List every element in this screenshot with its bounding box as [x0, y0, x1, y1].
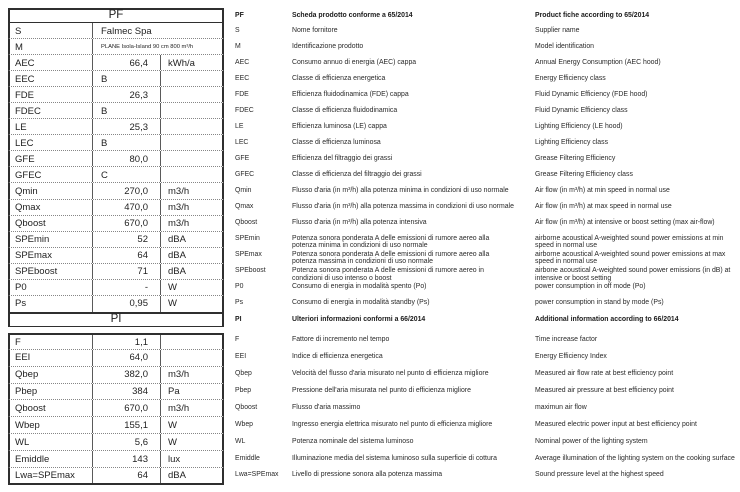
- legend-desc-it: Classe di efficienza fluidodinamica: [292, 106, 398, 114]
- fiche-row: [8, 23, 736, 39]
- fiche-row: [8, 103, 736, 119]
- legend-code-it: Ps: [235, 299, 244, 307]
- table-cell-value: 26,3: [92, 87, 160, 102]
- fiche-row: [8, 200, 736, 216]
- table-cell-unit: [160, 151, 222, 166]
- legend-desc-en: Energy Efficiency class: [535, 74, 606, 82]
- table-cell-code: Qmax: [15, 202, 41, 214]
- table-cell-code: SPEboost: [15, 266, 58, 278]
- legend-desc-it: Consumo di energia in modalità standby (Ps): [292, 299, 430, 307]
- table-row: [8, 350, 224, 367]
- table-cell-value: 66,4: [92, 55, 160, 70]
- legend-desc-en: airborne acoustical A-weighted sound power emissions at min speed in normal use: [535, 235, 724, 250]
- legend-code-it: P0: [235, 283, 244, 291]
- table-cell-unit: dBA: [160, 468, 222, 483]
- legend-code-it: FDE: [235, 90, 249, 98]
- table-cell-value: 384: [92, 384, 160, 400]
- legend-desc-en: Lighting Efficiency class: [535, 138, 609, 146]
- legend-desc-en: power consumption in off mode (Po): [535, 283, 646, 291]
- fiche-row: [8, 39, 736, 55]
- table-row: [8, 151, 224, 167]
- legend-code-it: SPEmax: [235, 251, 262, 259]
- table-row: [8, 119, 224, 135]
- fiche-layout: [8, 8, 736, 485]
- table-row: [8, 200, 224, 216]
- table-cell-value: PLANE Isola-Island 90 cm 800 m³/h: [92, 39, 222, 54]
- legend-desc-it: Efficienza luminosa (LE) cappa: [292, 122, 387, 130]
- fiche-row: [8, 417, 736, 434]
- legend-code-it: WL: [235, 437, 246, 445]
- legend-desc-en: Measured air flow rate at best efficiency point: [535, 370, 674, 378]
- table-cell-value: 64,0: [92, 350, 160, 366]
- table-cell-unit: [160, 119, 222, 134]
- table-cell-unit: lux: [160, 451, 222, 467]
- legend-desc-it: Classe di efficienza del filtraggio dei grassi: [292, 170, 422, 178]
- legend-desc-en: Fluid Dynamic Efficiency (FDE hood): [535, 90, 648, 98]
- legend-desc-it: Livello di pressione sonora alla potenza massima: [292, 471, 443, 479]
- table-cell-unit: [160, 350, 222, 366]
- legend-title-en: Product fiche according to 65/2014: [535, 12, 650, 19]
- table-row: [8, 71, 224, 87]
- legend-desc-en: Annual Energy Consumption (AEC hood): [535, 58, 661, 66]
- fiche-row: [8, 167, 736, 183]
- table-cell-value: 0,95: [92, 296, 160, 312]
- table-cell-code: Emiddle: [15, 453, 50, 465]
- legend-desc-it: Efficienza fluidodinamica (FDE) cappa: [292, 90, 409, 98]
- legend-code-it: M: [235, 42, 241, 50]
- fiche-row: [8, 183, 736, 199]
- table-cell-code: Wbep: [15, 419, 40, 431]
- table-cell-code: Qboost: [15, 218, 46, 230]
- table-cell-value: 270,0: [92, 183, 160, 198]
- legend-desc-it: Potenza sonora ponderata A delle emissioni di rumore aereo in condizioni di uso intenso o boost: [292, 267, 484, 282]
- legend-desc-en: Sound pressure level at the highest speed: [535, 471, 664, 479]
- table-cell-code: SPEmin: [15, 234, 50, 246]
- legend-code-it: Qbep: [235, 370, 252, 378]
- legend-code-it: PF: [235, 12, 244, 19]
- table-row: [8, 55, 224, 71]
- fiche-row: [8, 232, 736, 248]
- legend-desc-en: Measured electric power input at best efficiency point: [535, 420, 697, 428]
- table-cell-code: FDEC: [15, 105, 41, 117]
- legend-desc-it: Potenza nominale del sistema luminoso: [292, 437, 414, 445]
- legend-code-it: Qboost: [235, 403, 258, 411]
- legend-desc-it: Flusso d'aria (in m³/h) alla potenza intensiva: [292, 219, 427, 227]
- legend-code-it: EEI: [235, 353, 247, 361]
- table-cell-code: SPEmax: [15, 250, 52, 262]
- legend-desc-en: power consumption in stand by mode (Ps): [535, 299, 664, 307]
- legend-code-it: Qmax: [235, 203, 254, 211]
- legend-desc-it: Indice di efficienza energetica: [292, 353, 383, 361]
- table-cell-code: EEC: [15, 73, 35, 85]
- fiche-row: [8, 333, 736, 350]
- table-cell-value: 143: [92, 451, 160, 467]
- legend-desc-en: maximun air flow: [535, 403, 587, 411]
- table-cell-code: Pbep: [15, 386, 38, 398]
- fiche-row: [8, 71, 736, 87]
- table-cell-unit: m3/h: [160, 183, 222, 198]
- fiche-row: [8, 264, 736, 280]
- table-row: [8, 451, 224, 468]
- legend-code-it: FDEC: [235, 106, 254, 114]
- table-row: [8, 468, 224, 485]
- table-row: [8, 135, 224, 151]
- legend-code-it: Wbep: [235, 420, 254, 428]
- table-row: [8, 87, 224, 103]
- table-row: [8, 400, 224, 417]
- legend-desc-it: Flusso d'aria massimo: [292, 403, 361, 411]
- table-row: [8, 434, 224, 451]
- table-cell-code: GFE: [15, 153, 35, 165]
- fiche-row: [8, 151, 736, 167]
- table-cell-code: WL: [15, 436, 30, 448]
- table-row: [8, 367, 224, 384]
- table-cell-unit: kWh/a: [160, 55, 222, 70]
- legend-desc-it: Velocità del flusso d'aria misurato nel punto di efficienza migliore: [292, 370, 489, 378]
- fiche-row: [8, 119, 736, 135]
- table-cell-code: Ps: [15, 298, 27, 310]
- table-row: [8, 248, 224, 264]
- table-cell-code: Qbep: [15, 369, 39, 381]
- fiche-row: [8, 350, 736, 367]
- legend-desc-it: Nome fornitore: [292, 26, 338, 34]
- table-cell-code: FDE: [15, 89, 34, 101]
- legend-desc-en: Fluid Dynamic Efficiency class: [535, 106, 628, 114]
- table-cell-code: S: [15, 25, 22, 37]
- table-cell-value: 52: [92, 232, 160, 247]
- legend-desc-en: Measured air pressure at best efficiency point: [535, 387, 674, 395]
- table-cell-value: 5,6: [92, 434, 160, 450]
- table-cell-value: 80,0: [92, 151, 160, 166]
- table-cell-code: P0: [15, 282, 27, 294]
- legend-desc-it: Identificazione prodotto: [292, 42, 364, 50]
- table-row: [8, 264, 224, 280]
- table-cell-value: C: [92, 167, 160, 182]
- legend-code-it: S: [235, 26, 240, 34]
- legend-code-it: SPEmin: [235, 235, 260, 243]
- legend-code-it: Emiddle: [235, 454, 260, 462]
- legend-desc-en: Grease Filtering Efficiency: [535, 154, 616, 162]
- table-cell-value: 670,0: [92, 400, 160, 416]
- legend-title-it: Ulteriori informazioni conformi a 66/2014: [292, 315, 426, 323]
- table-cell-value: Falmec Spa: [92, 23, 222, 38]
- legend-title-en: Additional information according to 66/2014: [535, 315, 679, 323]
- table-cell-unit: m3/h: [160, 367, 222, 383]
- fiche-row: [8, 400, 736, 417]
- table-section-header: PF: [8, 8, 224, 23]
- fiche-row: [8, 367, 736, 384]
- table-cell-unit: dBA: [160, 248, 222, 263]
- legend-code-it: Qmin: [235, 186, 252, 194]
- table-cell-code: Lwa=SPEmax: [15, 470, 75, 482]
- legend-code-it: AEC: [235, 58, 250, 66]
- legend-desc-it: Classe di efficienza energetica: [292, 74, 386, 82]
- fiche-row: [8, 248, 736, 264]
- legend-desc-it: Fattore di incremento nel tempo: [292, 336, 390, 344]
- table-cell-code: LEC: [15, 137, 34, 149]
- table-cell-unit: m3/h: [160, 200, 222, 215]
- table-cell-value: 71: [92, 264, 160, 279]
- legend-code-it: Qboost: [235, 219, 258, 227]
- table-cell-value: 670,0: [92, 216, 160, 231]
- table-cell-value: 64: [92, 468, 160, 483]
- table-row: [8, 384, 224, 401]
- legend-desc-it: Classe di efficienza luminosa: [292, 138, 381, 146]
- table-cell-unit: dBA: [160, 264, 222, 279]
- table-cell-value: 382,0: [92, 367, 160, 383]
- table-row: [8, 296, 224, 312]
- legend-desc-en: Nominal power of the lighting system: [535, 437, 648, 445]
- table-cell-unit: W: [160, 296, 222, 312]
- fiche-row: [8, 87, 736, 103]
- table-row: [8, 39, 224, 55]
- legend-desc-en: Model identification: [535, 42, 594, 50]
- fiche-row: [8, 55, 736, 71]
- table-row: [8, 216, 224, 232]
- legend-code-it: PI: [235, 315, 242, 323]
- table-row: [8, 23, 224, 39]
- table-cell-code: Qboost: [15, 402, 46, 414]
- legend-code-it: Lwa=SPEmax: [235, 471, 279, 479]
- table-cell-unit: [160, 87, 222, 102]
- table-row: [8, 232, 224, 248]
- table-cell-value: 25,3: [92, 119, 160, 134]
- table-row: [8, 333, 224, 350]
- fiche-row: [8, 468, 736, 485]
- legend-code-it: SPEboost: [235, 267, 266, 275]
- table-cell-value: B: [92, 71, 160, 86]
- fiche-row: [8, 216, 736, 232]
- table-cell-unit: dBA: [160, 232, 222, 247]
- legend-desc-it: Efficienza del filtraggio dei grassi: [292, 154, 393, 162]
- table-cell-unit: m3/h: [160, 216, 222, 231]
- legend-code-it: LE: [235, 122, 244, 130]
- table-row: [8, 103, 224, 119]
- table-section-header: PI: [8, 312, 224, 327]
- legend-desc-it: Potenza sonora ponderata A delle emissioni di rumore aereo alla potenza massima in condizioni di uso normale: [292, 251, 490, 266]
- legend-desc-en: Air flow (in m³/h) at intensive or boost setting (max air-flow): [535, 219, 715, 227]
- legend-desc-en: Time increase factor: [535, 336, 598, 344]
- table-row: [8, 183, 224, 199]
- legend-desc-en: Grease Filtering Efficiency class: [535, 170, 633, 178]
- table-cell-unit: Pa: [160, 384, 222, 400]
- legend-desc-it: Pressione dell'aria misurata nel punto di efficienza migliore: [292, 387, 471, 395]
- table-cell-value: 1,1: [92, 335, 160, 349]
- legend-code-it: GFE: [235, 154, 250, 162]
- table-cell-value: 470,0: [92, 200, 160, 215]
- legend-desc-en: Air flow (in m³/h) at min speed in normal use: [535, 186, 670, 194]
- table-cell-unit: [160, 167, 222, 182]
- legend-desc-it: Consumo annuo di energia (AEC) cappa: [292, 58, 417, 66]
- legend-desc-en: Average illumination of the lighting system on the cooking surface: [535, 454, 735, 462]
- section-header-row: [8, 312, 736, 327]
- table-cell-value: 155,1: [92, 417, 160, 433]
- table-cell-value: B: [92, 135, 160, 150]
- fiche-row: [8, 434, 736, 451]
- table-cell-code: F: [15, 337, 21, 349]
- table-cell-code: M: [15, 41, 23, 53]
- table-cell-code: LE: [15, 121, 27, 133]
- legend-desc-en: airbone acoustical A-weighted sound power emissions (in dB) at intensive or boost setting: [535, 267, 731, 282]
- table-cell-value: -: [92, 280, 160, 295]
- table-cell-code: GFEC: [15, 169, 42, 181]
- legend-code-it: LEC: [235, 138, 249, 146]
- section-header-row: [8, 8, 736, 23]
- table-cell-unit: W: [160, 417, 222, 433]
- fiche-row: [8, 451, 736, 468]
- table-row: [8, 167, 224, 183]
- legend-desc-it: Flusso d'aria (in m³/h) alla potenza massima in condizioni di uso normale: [292, 203, 514, 211]
- table-row: [8, 280, 224, 296]
- legend-desc-en: airborne acoustical A-weighted sound power emissions at max speed in normal use: [535, 251, 726, 266]
- fiche-row: [8, 280, 736, 296]
- legend-code-it: EEC: [235, 74, 250, 82]
- table-cell-code: Qmin: [15, 185, 38, 197]
- table-cell-unit: W: [160, 280, 222, 295]
- table-cell-unit: [160, 71, 222, 86]
- legend-code-it: F: [235, 336, 240, 344]
- fiche-row: [8, 384, 736, 401]
- table-cell-code: EEI: [15, 352, 31, 364]
- legend-title-it: Scheda prodotto conforme a 65/2014: [292, 12, 413, 19]
- table-cell-unit: [160, 103, 222, 118]
- legend-desc-en: Energy Efficiency Index: [535, 353, 607, 361]
- legend-desc-it: Potenza sonora ponderata A delle emissioni di rumore aereo alla potenza minima in condizioni di uso normale: [292, 235, 490, 250]
- table-cell-value: 64: [92, 248, 160, 263]
- table-cell-unit: W: [160, 434, 222, 450]
- fiche-row: [8, 296, 736, 312]
- legend-desc-en: Supplier name: [535, 26, 580, 34]
- legend-code-it: Pbep: [235, 387, 252, 395]
- table-cell-unit: m3/h: [160, 400, 222, 416]
- legend-desc-it: Flusso d'aria (in m³/h) alla potenza minima in condizioni di uso normale: [292, 186, 509, 194]
- table-cell-value: B: [92, 103, 160, 118]
- legend-desc-it: Illuminazione media del sistema luminoso sulla superficie di cottura: [292, 454, 497, 462]
- table-cell-unit: [160, 335, 222, 349]
- legend-desc-en: Air flow (in m³/h) at max speed in normal use: [535, 203, 672, 211]
- legend-code-it: GFEC: [235, 170, 255, 178]
- fiche-row: [8, 135, 736, 151]
- legend-desc-it: Ingresso energia elettrica misurato nel punto di efficienza migliore: [292, 420, 493, 428]
- table-cell-unit: [160, 135, 222, 150]
- legend-desc-it: Consumo di energia in modalità spento (Po): [292, 283, 427, 291]
- legend-desc-en: Lighting Efficiency (LE hood): [535, 122, 623, 130]
- table-row: [8, 417, 224, 434]
- table-cell-code: AEC: [15, 57, 35, 69]
